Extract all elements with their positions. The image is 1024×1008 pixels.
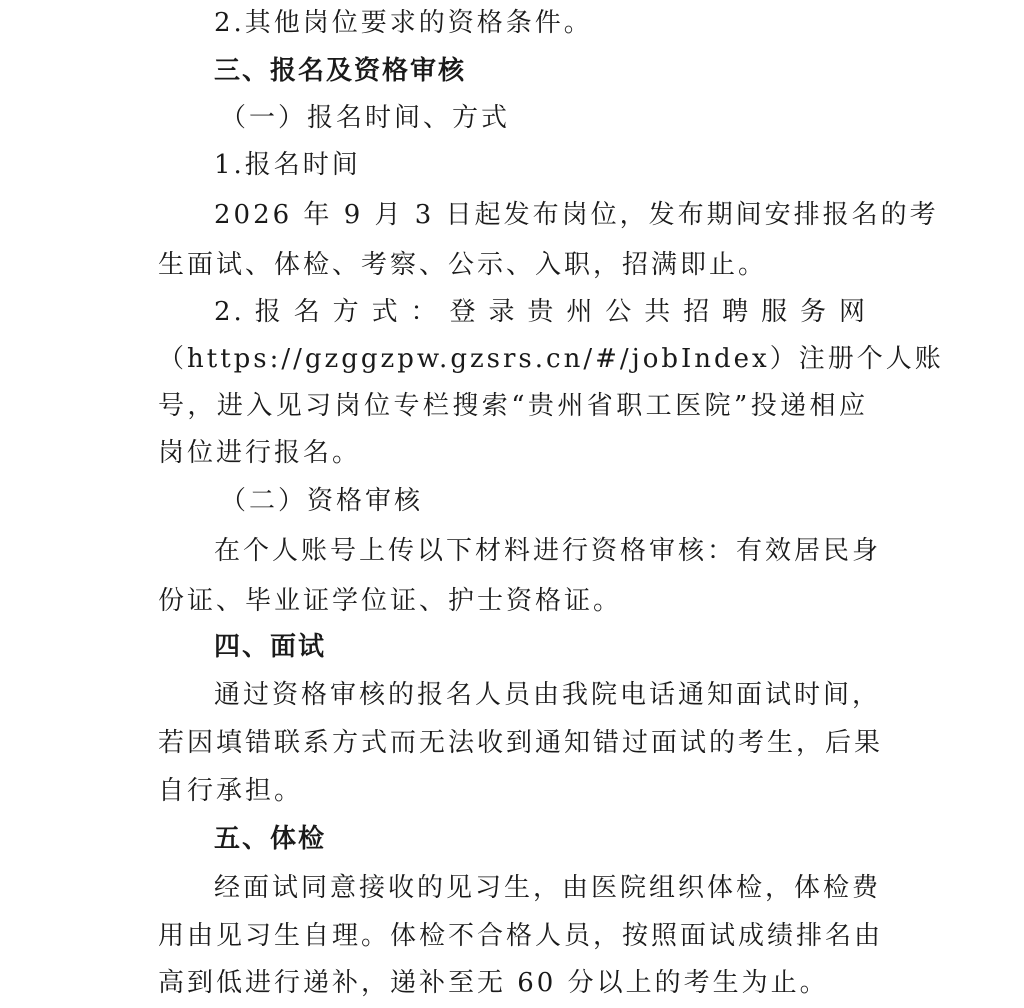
paragraph-line: 通过资格审核的报名人员由我院电话通知面试时间，: [214, 680, 882, 710]
paragraph-line: 生面试、体检、考察、公示、入职，招满即止。: [158, 250, 768, 280]
paragraph-line: 1.报名时间: [214, 150, 361, 180]
paragraph-line: 份证、毕业证学位证、护士资格证。: [158, 586, 623, 616]
section-heading-registration: 三、报名及资格审核: [214, 56, 467, 86]
paragraph-line: 自行承担。: [158, 776, 304, 806]
section-heading-interview: 四、面试: [214, 632, 327, 662]
paragraph-line: 2.报名方式：登录贵州公共招聘服务网: [214, 297, 868, 327]
paragraph-line: 在个人账号上传以下材料进行资格审核：有效居民身: [214, 536, 882, 566]
subsection-heading-qualification: （二）资格审核: [220, 486, 424, 516]
paragraph-line: 若因填错联系方式而无法收到通知错过面试的考生，后果: [158, 728, 884, 758]
paragraph-line: 2026 年 9 月 3 日起发布岗位，发布期间安排报名的考: [214, 200, 939, 230]
paragraph-line: 用由见习生自理。体检不合格人员，按照面试成绩排名由: [158, 921, 884, 951]
paragraph-line: （https://gzggzpw.gzsrs.cn/#/jobIndex）注册个人账: [158, 344, 944, 374]
paragraph-line: 岗位进行报名。: [158, 438, 362, 468]
subsection-heading-time-method: （一）报名时间、方式: [220, 103, 511, 133]
section-heading-medical-exam: 五、体检: [214, 824, 327, 854]
paragraph-line: 2.其他岗位要求的资格条件。: [214, 8, 593, 38]
paragraph-line: 高到低进行递补，递补至无 60 分以上的考生为止。: [158, 968, 829, 998]
paragraph-line: 经面试同意接收的见习生，由医院组织体检，体检费: [214, 873, 882, 903]
paragraph-line: 号，进入见习岗位专栏搜索“贵州省职工医院”投递相应: [158, 391, 868, 421]
